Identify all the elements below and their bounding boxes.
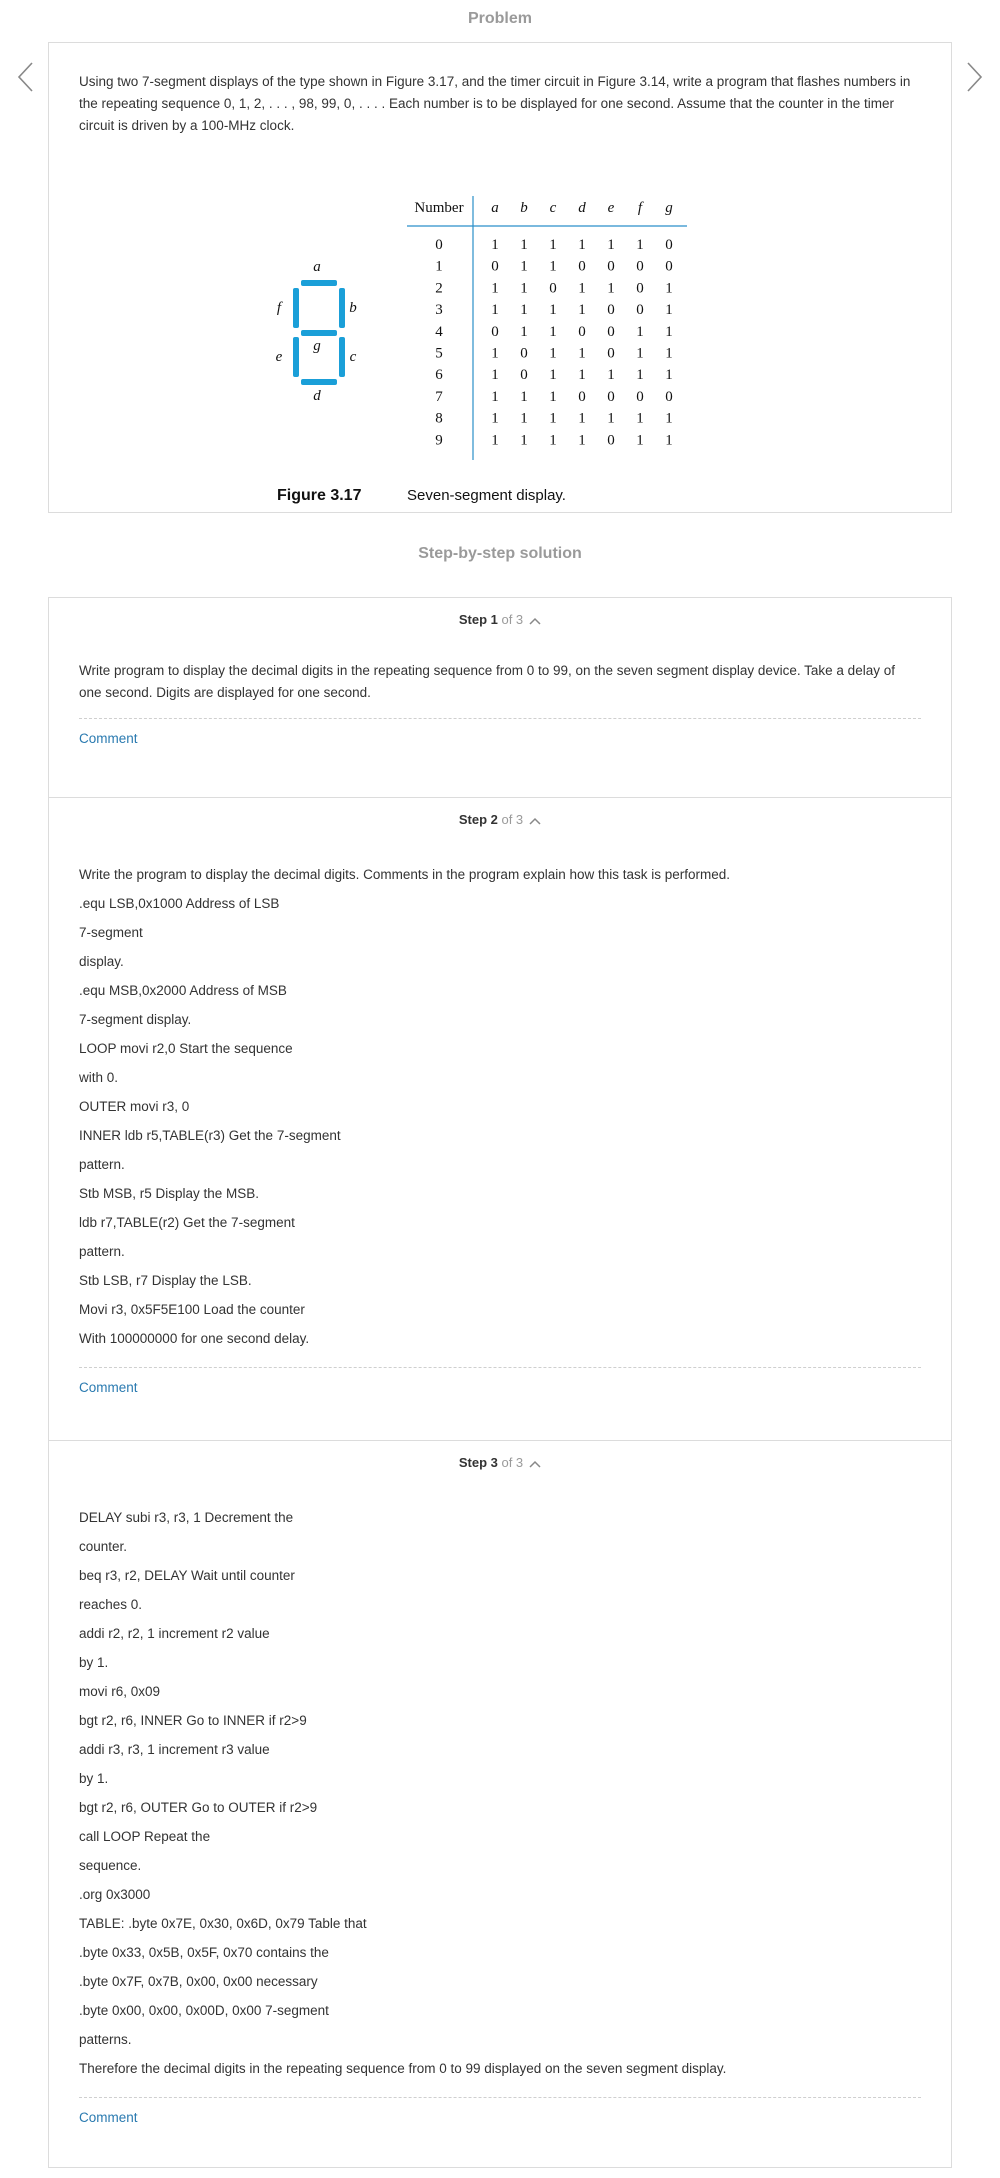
table-cell: 1	[549, 367, 557, 384]
figure-3-17	[209, 148, 729, 508]
step-text-line: .equ LSB,0x1000 Address of LSB	[79, 896, 280, 911]
table-cell: 0	[520, 367, 528, 384]
step-text-line: movi r6, 0x09	[79, 1684, 161, 1699]
table-cell: 4	[435, 323, 443, 340]
segment-a	[301, 280, 337, 286]
step-1-body	[79, 630, 921, 704]
table-cell: 1	[549, 410, 557, 427]
step-divider	[79, 718, 921, 719]
table-cell: 0	[665, 258, 673, 275]
table-cell: 0	[435, 237, 443, 253]
segment-c	[339, 337, 345, 377]
step-text-line: counter.	[79, 1539, 128, 1554]
step-text-line: .byte 0x00, 0x00, 0x00D, 0x00 7-segment	[79, 2003, 329, 2018]
step-number: Step 3	[458, 1455, 498, 1470]
table-cell: 1	[665, 432, 673, 449]
table-cell: 1	[665, 410, 673, 427]
step-text-line: Stb MSB, r5 Display the MSB.	[79, 1186, 260, 1201]
step-text-line: Write the program to display the decimal digits. Comments in the program explain how this task is performed.	[79, 867, 731, 882]
table-cell: 1	[636, 345, 644, 362]
table-cell: 0	[520, 345, 528, 362]
table-cell: 1	[520, 302, 528, 319]
step-1-section	[49, 598, 951, 797]
table-cell: 0	[636, 258, 644, 275]
table-cell: 1	[578, 237, 586, 253]
step-text-line: OUTER movi r3, 0	[79, 1099, 190, 1114]
table-cell: 0	[607, 258, 615, 275]
step-text-line: 7-segment	[79, 925, 143, 940]
step-text-line: .byte 0x7F, 0x7B, 0x00, 0x00 necessary	[79, 1974, 318, 1989]
step-text-line: addi r2, r2, 1 increment r2 value	[79, 1626, 270, 1641]
step-text-line: bgt r2, r6, OUTER Go to OUTER if r2>9	[79, 1800, 318, 1815]
table-cell: 1	[607, 410, 615, 427]
table-cell: 0	[636, 302, 644, 319]
table-cell: 0	[607, 345, 615, 362]
table-cell: 1	[607, 237, 615, 253]
table-cell: 1	[520, 280, 528, 297]
figure-caption-text: Seven-segment display.	[407, 487, 566, 504]
step-text-line: Therefore the decimal digits in the repeating sequence from 0 to 99 displayed on the seven segment display.	[79, 2061, 727, 2076]
step-2-section	[49, 797, 951, 1440]
table-cell: 0	[578, 323, 586, 340]
table-header-cell: c	[549, 200, 557, 216]
table-cell: 1	[520, 388, 528, 405]
step-text-line: by 1.	[79, 1771, 109, 1786]
seven-segment-display-diagram	[276, 259, 358, 404]
table-cell: 0	[578, 388, 586, 405]
segment-label-b: b	[349, 300, 357, 316]
table-cell: 1	[549, 388, 557, 405]
step-text-line: patterns.	[79, 2032, 132, 2047]
step-number: Step 1	[458, 612, 498, 627]
step-text-line: 7-segment display.	[79, 1012, 192, 1027]
table-cell: 0	[636, 388, 644, 405]
table-cell: 1	[636, 410, 644, 427]
table-cell: 1	[578, 367, 586, 384]
segment-g	[301, 330, 337, 336]
segment-label-d: d	[313, 388, 321, 404]
step-text-line: ldb r7,TABLE(r2) Get the 7-segment	[79, 1215, 295, 1230]
table-cell: 1	[636, 367, 644, 384]
step-text-line: sequence.	[79, 1858, 142, 1873]
problem-heading: Problem	[467, 10, 532, 27]
table-cell: 1	[607, 280, 615, 297]
table-header-cell: g	[665, 200, 673, 216]
step-1-header[interactable]	[49, 610, 951, 630]
table-cell: 1	[578, 432, 586, 449]
step-2-body	[79, 830, 921, 1353]
table-cell: 1	[549, 258, 557, 275]
table-cell: 1	[520, 410, 528, 427]
table-cell: 1	[636, 237, 644, 253]
step-3-body	[79, 1473, 921, 2083]
table-cell: 1	[491, 280, 499, 297]
step-text-line: LOOP movi r2,0 Start the sequence	[79, 1041, 293, 1056]
table-cell: 0	[607, 432, 615, 449]
figure-caption-label: Figure 3.17	[277, 487, 362, 504]
table-cell: 8	[435, 410, 443, 427]
table-header-cell: a	[491, 200, 499, 216]
table-cell: 0	[665, 388, 673, 405]
table-cell: 1	[665, 302, 673, 319]
step-text-line: With 100000000 for one second delay.	[79, 1331, 310, 1346]
problem-card	[48, 42, 952, 513]
table-cell: 1	[491, 237, 499, 253]
table-cell: 1	[520, 258, 528, 275]
table-header-cell: b	[520, 200, 528, 216]
segment-label-f: f	[276, 300, 282, 316]
table-cell: 1	[491, 302, 499, 319]
solution-card	[48, 597, 952, 2168]
step-3-header[interactable]	[49, 1453, 951, 1473]
table-cell: 7	[435, 388, 443, 405]
table-cell: 1	[549, 345, 557, 362]
table-cell: 1	[665, 280, 673, 297]
table-cell: 0	[607, 388, 615, 405]
step-text-line: addi r3, r3, 1 increment r3 value	[79, 1742, 270, 1757]
step-text-line: .equ MSB,0x2000 Address of MSB	[79, 983, 287, 998]
step-text-line: by 1.	[79, 1655, 109, 1670]
previous-arrow-icon[interactable]	[14, 60, 38, 94]
table-header-cell: Number	[414, 200, 464, 216]
step-total: of 3	[497, 812, 524, 827]
step-text-line: Movi r3, 0x5F5E100 Load the counter	[79, 1302, 305, 1317]
step-text-line: Write program to display the decimal digits in the repeating sequence from 0 to 99, on the seven segment display device. Take a delay of one second. Digits are displayed for one second.	[79, 663, 895, 700]
table-header-cell: f	[637, 200, 643, 216]
table-cell: 1	[520, 432, 528, 449]
chevron-up-icon[interactable]	[529, 811, 541, 831]
segment-e	[293, 337, 299, 377]
table-cell: 1	[491, 432, 499, 449]
table-cell: 1	[665, 367, 673, 384]
table-cell: 1	[578, 302, 586, 319]
table-cell: 1	[578, 280, 586, 297]
step-text-line: Stb LSB, r7 Display the LSB.	[79, 1273, 252, 1288]
table-cell: 6	[435, 367, 443, 384]
segment-d	[301, 379, 337, 385]
table-cell: 1	[491, 367, 499, 384]
step-divider	[79, 2097, 921, 2098]
chevron-up-icon[interactable]	[529, 611, 541, 631]
comment-link[interactable]: Comment	[79, 1380, 138, 1395]
table-cell: 1	[636, 323, 644, 340]
segment-label-c: c	[349, 349, 357, 365]
table-cell: 0	[491, 258, 499, 275]
table-cell: 1	[607, 367, 615, 384]
step-text-line: pattern.	[79, 1244, 125, 1259]
step-text-line: call LOOP Repeat the	[79, 1829, 211, 1844]
table-cell: 1	[491, 345, 499, 362]
table-header-cell: e	[607, 200, 615, 216]
step-text-line: bgt r2, r6, INNER Go to INNER if r2>9	[79, 1713, 307, 1728]
table-cell: 1	[491, 388, 499, 405]
table-cell: 1	[665, 323, 673, 340]
step-text-line: TABLE: .byte 0x7E, 0x30, 0x6D, 0x79 Table that	[79, 1916, 367, 1931]
table-cell: 1	[549, 432, 557, 449]
segment-label-g: g	[313, 338, 321, 354]
chevron-up-icon[interactable]	[529, 1454, 541, 1474]
next-arrow-icon[interactable]	[962, 60, 986, 94]
table-cell: 9	[435, 432, 443, 449]
table-cell: 1	[549, 323, 557, 340]
comment-link[interactable]: Comment	[79, 731, 138, 746]
table-cell: 3	[435, 302, 443, 319]
table-cell: 1	[435, 258, 443, 275]
problem-text: Using two 7-segment displays of the type shown in Figure 3.17, and the timer circuit in Figure 3.14, write a program that flashes numbers in the repeating sequence 0, 1, 2, . . . , 98, 99, 0, . . . . Each number is to be displayed for one second. Assume that the counter in the timer circuit is driven by a 100-MHz clock.	[79, 74, 911, 133]
segment-label-a: a	[313, 259, 321, 275]
table-cell: 1	[491, 410, 499, 427]
segment-label-e: e	[275, 349, 283, 365]
segment-b	[339, 288, 345, 328]
step-text-line: pattern.	[79, 1157, 125, 1172]
table-cell: 1	[520, 323, 528, 340]
table-cell: 0	[578, 258, 586, 275]
step-divider	[79, 1367, 921, 1368]
step-2-header[interactable]	[49, 810, 951, 830]
solution-heading: Step-by-step solution	[418, 545, 582, 562]
table-cell: 0	[607, 302, 615, 319]
table-cell: 5	[435, 345, 443, 362]
step-text-line: INNER ldb r5,TABLE(r3) Get the 7-segment	[79, 1128, 341, 1143]
step-text-line: .org 0x3000	[79, 1887, 151, 1902]
table-cell: 1	[549, 237, 557, 253]
step-text-line: with 0.	[79, 1070, 119, 1085]
step-3-section	[49, 1440, 951, 2168]
table-cell: 0	[491, 323, 499, 340]
seven-segment-truth-table	[407, 196, 687, 460]
table-cell: 0	[607, 323, 615, 340]
step-text-line: reaches 0.	[79, 1597, 143, 1612]
table-cell: 0	[665, 237, 673, 253]
table-cell: 0	[636, 280, 644, 297]
table-cell: 1	[665, 345, 673, 362]
segment-f	[293, 288, 299, 328]
table-cell: 1	[578, 345, 586, 362]
step-text-line: DELAY subi r3, r3, 1 Decrement the	[79, 1510, 294, 1525]
table-cell: 1	[549, 302, 557, 319]
step-text-line: display.	[79, 954, 124, 969]
table-cell: 0	[549, 280, 557, 297]
step-total: of 3	[497, 1455, 524, 1470]
table-header-cell: d	[578, 200, 586, 216]
comment-link[interactable]: Comment	[79, 2110, 138, 2125]
step-number: Step 2	[458, 812, 498, 827]
table-cell: 1	[520, 237, 528, 253]
table-cell: 1	[578, 410, 586, 427]
step-text-line: .byte 0x33, 0x5B, 0x5F, 0x70 contains the	[79, 1945, 329, 1960]
table-cell: 1	[636, 432, 644, 449]
step-total: of 3	[497, 612, 524, 627]
step-text-line: beq r3, r2, DELAY Wait until counter	[79, 1568, 295, 1583]
table-cell: 2	[435, 280, 443, 297]
